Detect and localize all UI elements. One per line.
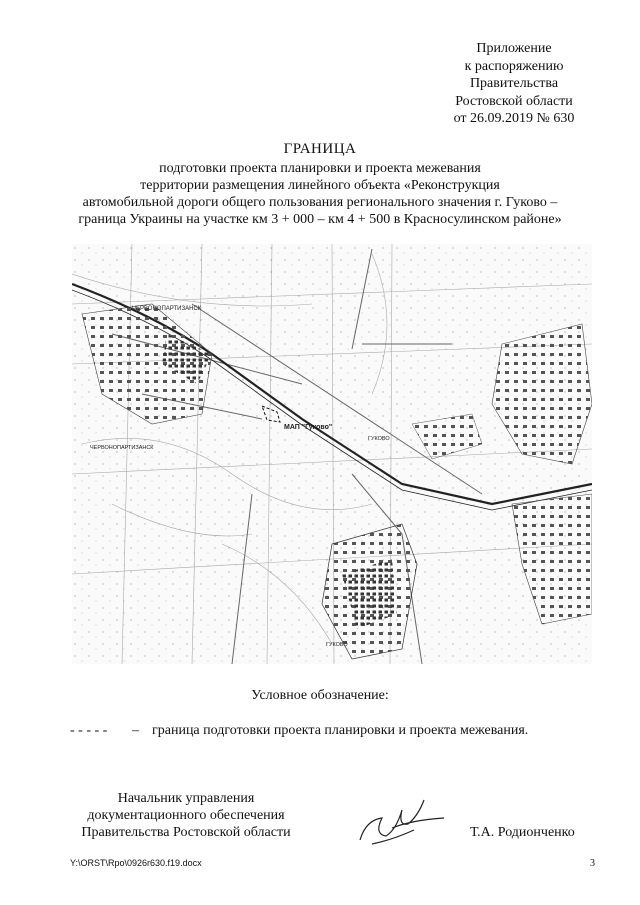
heading-line-2: территории размещения линейного объекта «Реконструкция [140, 178, 500, 193]
footer-page-number: 3 [590, 858, 595, 869]
document-heading [40, 140, 600, 228]
legend-row [70, 723, 610, 743]
map-label-bottom: ГУКОВО [326, 642, 348, 648]
signatory-line-1: Начальник управления [117, 791, 255, 806]
heading-line-4: граница Украины на участке км 3 + 000 – км 4 + 500 в Красносулинском районе» [78, 212, 562, 227]
signatory-position [66, 790, 306, 841]
handwritten-signature [352, 790, 452, 850]
map-label-top-left: ЧЕРВОНОПАРТИЗАНСК [132, 306, 202, 312]
map-label-gukovo: ГУКОВО [368, 436, 390, 442]
legend-separator: – [132, 723, 139, 738]
signatory-name: Т.А. Родионченко [470, 825, 575, 840]
legend-title: Условное обозначение: [251, 688, 389, 703]
heading-line-3: автомобильной дороги общего пользования регионального значения г. Гуково – [82, 195, 558, 210]
legend-dash-symbol: - - - - - [70, 723, 108, 738]
annex-block [400, 40, 628, 128]
signatory-line-2: документационного обеспечения [87, 808, 285, 823]
annex-line-4: Ростовской области [455, 93, 573, 109]
heading-line-1: подготовки проекта планировки и проекта межевания [159, 161, 481, 176]
signatory-line-3: Правительства Ростовской области [81, 825, 291, 840]
map-label-map-name: МАП "Гуково" [284, 424, 333, 431]
annex-line-2: к распоряжению [464, 58, 564, 74]
document-title: ГРАНИЦА [283, 141, 357, 157]
footer-file-path: Y:\ORST\Rpo\0926r630.f19.docx [70, 858, 202, 868]
annex-line-5: от 26.09.2019 № 630 [453, 111, 575, 126]
annex-line-3: Правительства [469, 76, 559, 91]
territory-map [72, 244, 592, 664]
legend-text: граница подготовки проекта планировки и проекта межевания. [152, 723, 529, 738]
map-label-mid-left: ЧЕРВОНОПАРТИЗАНСК [90, 445, 154, 451]
annex-line-1: Приложение [476, 41, 552, 56]
